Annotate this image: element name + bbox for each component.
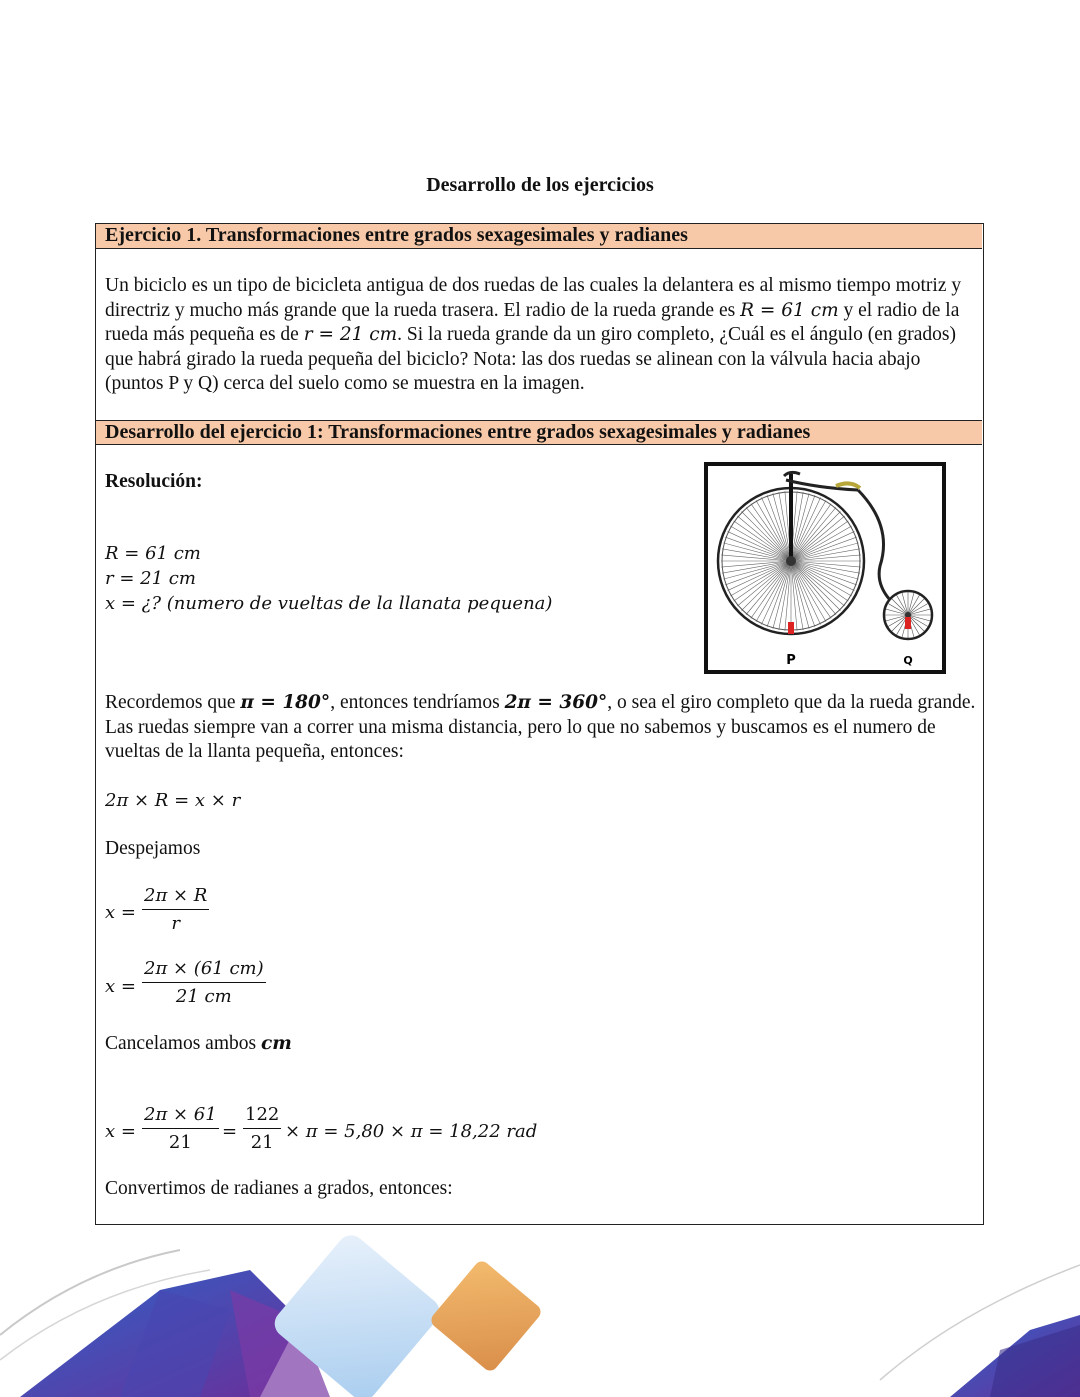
two-pi-360: 2π = 360° (504, 692, 608, 713)
eq4-lhs: x = (105, 1121, 136, 1142)
solution-header: Desarrollo del ejercicio 1: Transformaciones entre grados sexagesimales y radianes (96, 420, 982, 445)
statement-part-3: . Si la rueda grande da un giro completo, ¿Cuál es el ángulo (en grados) que habrá girado la rueda pequeña del biciclo? Nota: las dos ruedas se alinean con la válvula hacia abajo (puntos P y Q) cerca del suelo como se muestra en la imagen. (105, 324, 956, 395)
eq4-tail: × π = 5,80 × π = 18,22 rad (285, 1121, 538, 1142)
bicycle-icon (708, 466, 942, 670)
penny-farthing-illustration (704, 462, 946, 674)
label-Q: Q (903, 654, 913, 667)
equation-1: 2π × R = x × r (105, 790, 241, 811)
eq2-fraction: $\frac{2\pi \times R}{r}$ (144, 885, 208, 934)
eq4-fraction-2: $\frac{122}{21}$ (245, 1104, 280, 1153)
step-cancel: Cancelamos ambos cm (105, 1033, 292, 1054)
statement-part-2: y el radio de la rueda más pequeña es de (105, 299, 960, 346)
resolution-label: Resolución: (105, 471, 203, 492)
exercise-header: Ejercicio 1. Transformaciones entre grados sexagesimales y radianes (96, 224, 982, 249)
eq4-fraction-1: $\frac{2\pi \times 61}{21}$ (144, 1104, 217, 1153)
page-title: Desarrollo de los ejercicios (426, 174, 654, 196)
pi-180: π = 180° (240, 692, 331, 713)
given-r: r = 21 cm (105, 568, 196, 589)
label-P: P (786, 653, 796, 668)
decorative-footer-shapes (0, 1230, 1080, 1397)
step-despejamos: Despejamos (105, 838, 201, 859)
eq2-lhs: x = (105, 902, 136, 923)
statement-r: r = 21 cm (303, 324, 398, 346)
statement-part-1: Un biciclo es un tipo de bicicleta antigua de dos ruedas de las cuales la delantera es al mismo tiempo motriz y directriz y mucho más grande que la rueda trasera. El radio de la rueda grande es (105, 275, 962, 321)
solution-paragraph: Recordemos que π = 180°, entonces tendríamos 2π = 360°, o sea el giro completo que da la rueda grande. Las ruedas siempre van a correr una misma distancia, pero lo que no sabemos y buscamos es el numero de vueltas de la llanta pequeña, entonces: (105, 692, 976, 763)
statement-R: R = 61 cm (740, 299, 839, 321)
step-convert: Convertimos de radianes a grados, entonces: (105, 1178, 453, 1199)
eq3-fraction: $\frac{2\pi \times (61 cm)}{21 cm}$ (144, 958, 264, 1007)
given-R: R = 61 cm (105, 543, 201, 564)
eq4-equals: = (222, 1121, 238, 1142)
eq3-lhs: x = (105, 976, 136, 997)
exercise-statement (105, 274, 975, 397)
given-x: x = ¿? (numero de vueltas de la llanata pequena) (105, 593, 553, 614)
